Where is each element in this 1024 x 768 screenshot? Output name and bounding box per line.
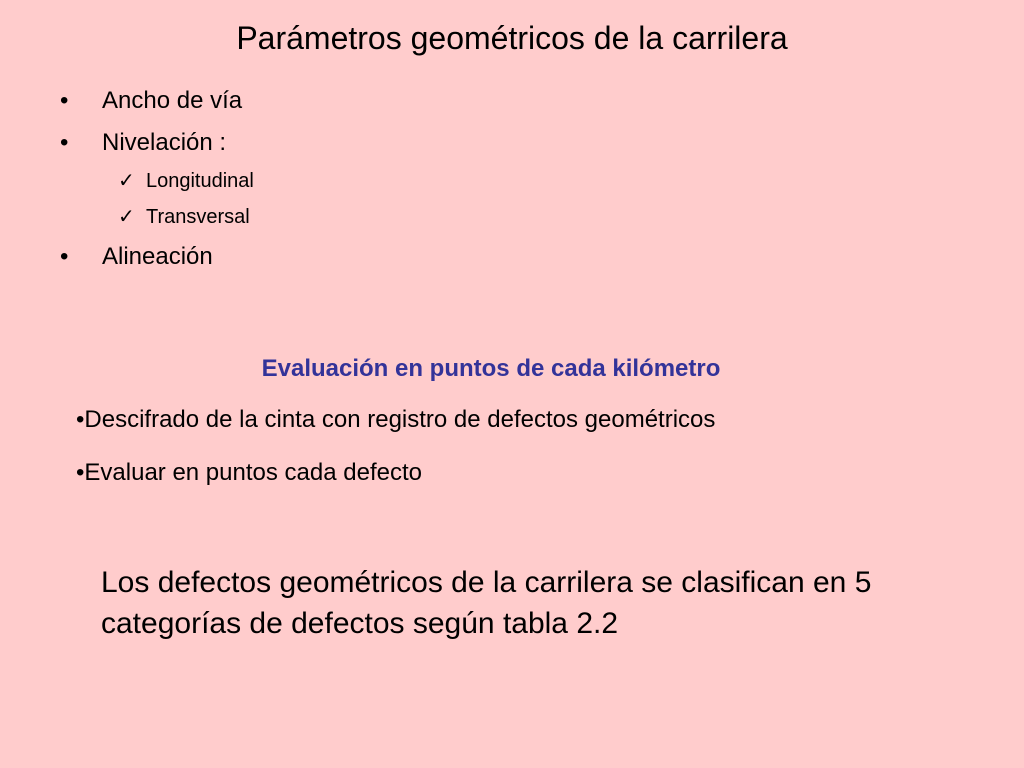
sublist-item-label: Transversal [146,206,250,228]
sublist-item-longitudinal [60,166,760,196]
check-icon: ✓ [118,170,135,192]
sublist-item-transversal [60,202,760,232]
nivelacion-sublist-wrapper [60,166,760,232]
bullet-icon: • [60,243,69,270]
parameter-list [60,84,760,274]
bullet-icon: • [60,87,69,114]
list-item-nivelacion [60,126,760,160]
list-item-alineacion [60,240,760,274]
check-icon: ✓ [118,206,135,228]
sublist-item-label: Longitudinal [146,170,254,192]
list-item-label: Alineación [102,243,213,270]
evaluation-item-descifrado: •Descifrado de la cinta con registro de defectos geométricos [76,406,716,433]
evaluation-heading: Evaluación en puntos de cada kilómetro [261,355,721,382]
list-item-ancho-de-via [60,84,760,118]
list-item-label: Nivelación : [102,129,227,156]
evaluation-item-evaluar: •Evaluar en puntos cada defecto [76,459,422,486]
closing-statement: Los defectos geométricos de la carrilera se clasifican en 5 categorías de defectos según tabla 2.2 [101,566,872,640]
list-item-label: Ancho de vía [102,87,243,114]
nivelacion-sublist [60,166,760,232]
bullet-icon: • [60,129,69,156]
slide-title: Parámetros geométricos de la carrilera [236,20,788,56]
